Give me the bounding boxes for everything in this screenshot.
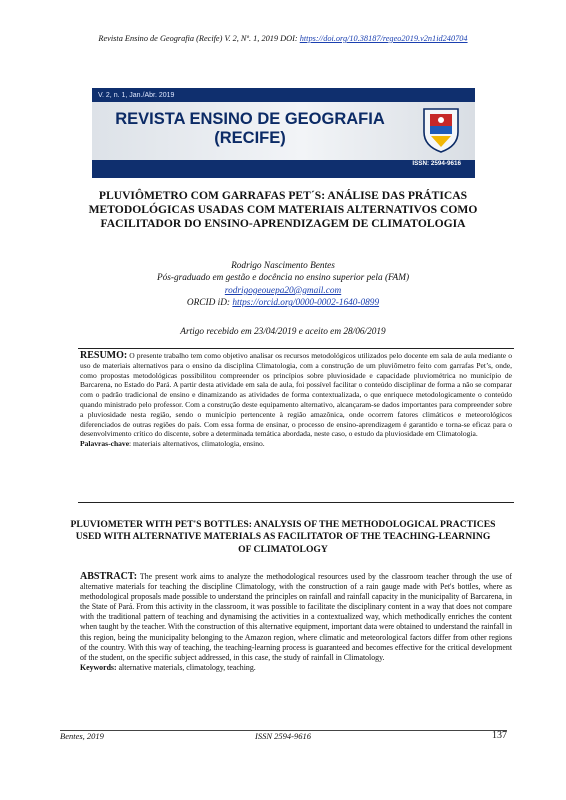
resumo-label: RESUMO: (80, 350, 128, 361)
resumo-section (80, 351, 512, 449)
banner-subtitle: (RECIFE) (214, 129, 286, 147)
orcid-label: ORCID iD: (186, 298, 233, 309)
footer-issn: ISSN 2594-9616 (255, 731, 311, 741)
author-orcid (60, 297, 506, 309)
abstract-body: The present work aims to analyze the methodological resources used by the classroom teacher through the use of alternative materials for teaching the discipline Climatology, with the construction of a rain gauge made with Pet's bottles, where as methodological proposals made possible to understand the principles on rainfall and rainfall capacity in the municipality of Barcarena, in the State of Pará. From this activity in the classroom, it was possible to facilitate the disciplinary content in a way that does not compare with the traditional pattern of teaching and dynamising the activities in a contextualized way, which methodically enriches the content when taught by the teacher. With the construction of this alternative equipment, important data were obtained to understand the rainfall in this region, being the municipality belonging to the Amazon region, where climatic and meteorological factors differ from other regions of the country. With this way of teaching, the teaching-learning process is guaranteed and becomes effective for the critical development of the student, on the specific subject addressed, in this case, the study of rainfall in Climatology. (80, 572, 512, 662)
article-title-en: PLUVIOMETER WITH PET'S BOTTLES: ANALYSIS OF THE METHODOLOGICAL PRACTICES USED WITH ALTERNATIVE MATERIALS AS FACILITATOR OF THE TEACHING-LEARNING OF CLIMATOLOGY (70, 519, 496, 555)
author-email-link[interactable]: rodrigogeouepa20@gmail.com (224, 285, 342, 296)
keywords: alternative materials, climatology, teaching. (116, 662, 256, 672)
running-header-text: Revista Ensino de Geografia (Recife) V. 2, Nº. 1, 2019 DOI: (98, 34, 300, 43)
author-block (60, 260, 506, 310)
orcid-link[interactable]: https://orcid.org/0000-0002-1640-0899 (232, 298, 380, 309)
palavras-chave-label: Palavras-chave (80, 439, 130, 449)
banner-issn: ISSN: 2594-9616 (412, 160, 461, 167)
article-title-pt: PLUVIÔMETRO COM GARRAFAS PET´S: ANÁLISE DAS PRÁTICAS METODOLÓGICAS USADAS COM MATERIAIS ALTERNATIVOS COMO FACILITADOR DO ENSINO-APRENDIZAGEM DE CLIMATOLOGIA (88, 189, 478, 230)
footer-author: Bentes, 2019 (60, 731, 104, 741)
palavras-chave: : materiais alternativos, climatologia, ensino. (129, 439, 265, 449)
received-dates: Artigo recebido em 23/04/2019 e aceito em 28/06/2019 (180, 327, 386, 337)
page-number: 137 (492, 730, 507, 741)
abstract-label: ABSTRACT: (80, 571, 138, 582)
journal-banner (92, 88, 475, 178)
abstract-section (80, 572, 512, 673)
banner-title: REVISTA ENSINO DE GEOGRAFIA (115, 110, 385, 128)
banner-volume: V. 2, n. 1, Jan./Abr. 2019 (98, 92, 175, 99)
resumo-body: O presente trabalho tem como objetivo analisar os recursos metodológicos utilizados pelo docente em sala de aula mediante o uso de materiais alternativos para o ensino da disciplina Climatologia, com a construção de um pluviômetro feito com garrafas Pet’s, onde, como propostas metodológicas possibilitou compreender os princípios sobre pluviosidade e capacidade pluviométrica no município de Barcarena, no Estado do Pará. A partir desta atividade em sala de aula, foi possível facilitar o conteúdo disciplinar de forma a não se comparar com o padrão tradicional de ensino e dinamizando as atividades de forma contextualizada, o que enriquece metodologicamente o conteúdo quando ministrado pelo professor. Com a construção deste equipamento alternativo, alcançaram-se dados importantes para compreender sobre a pluviosidade nesta região, sendo o município pertencente à região amazônica, onde ocorrem fatores climáticos e meteorológicos diferenciados de outras regiões do país. Com essa forma de ensinar, o processo de ensino-aprendizagem é garantido e torna-se eficaz para o desenvolvimento crítico do discente, sobre a determinada temática abordada, neste caso, o estudo da pluviosidade em Climatologia. (80, 351, 512, 439)
author-affiliation: Pós-graduado em gestão e docência no ensino superior pela (FAM) (156, 273, 410, 284)
keywords-label: Keywords: (80, 662, 117, 672)
university-seal-icon (421, 106, 461, 154)
author-name: Rodrigo Nascimento Bentes (231, 261, 335, 271)
doi-link[interactable]: https://doi.org/10.38187/regeo2019.v2n1id240704 (299, 34, 468, 43)
running-header (0, 34, 566, 43)
